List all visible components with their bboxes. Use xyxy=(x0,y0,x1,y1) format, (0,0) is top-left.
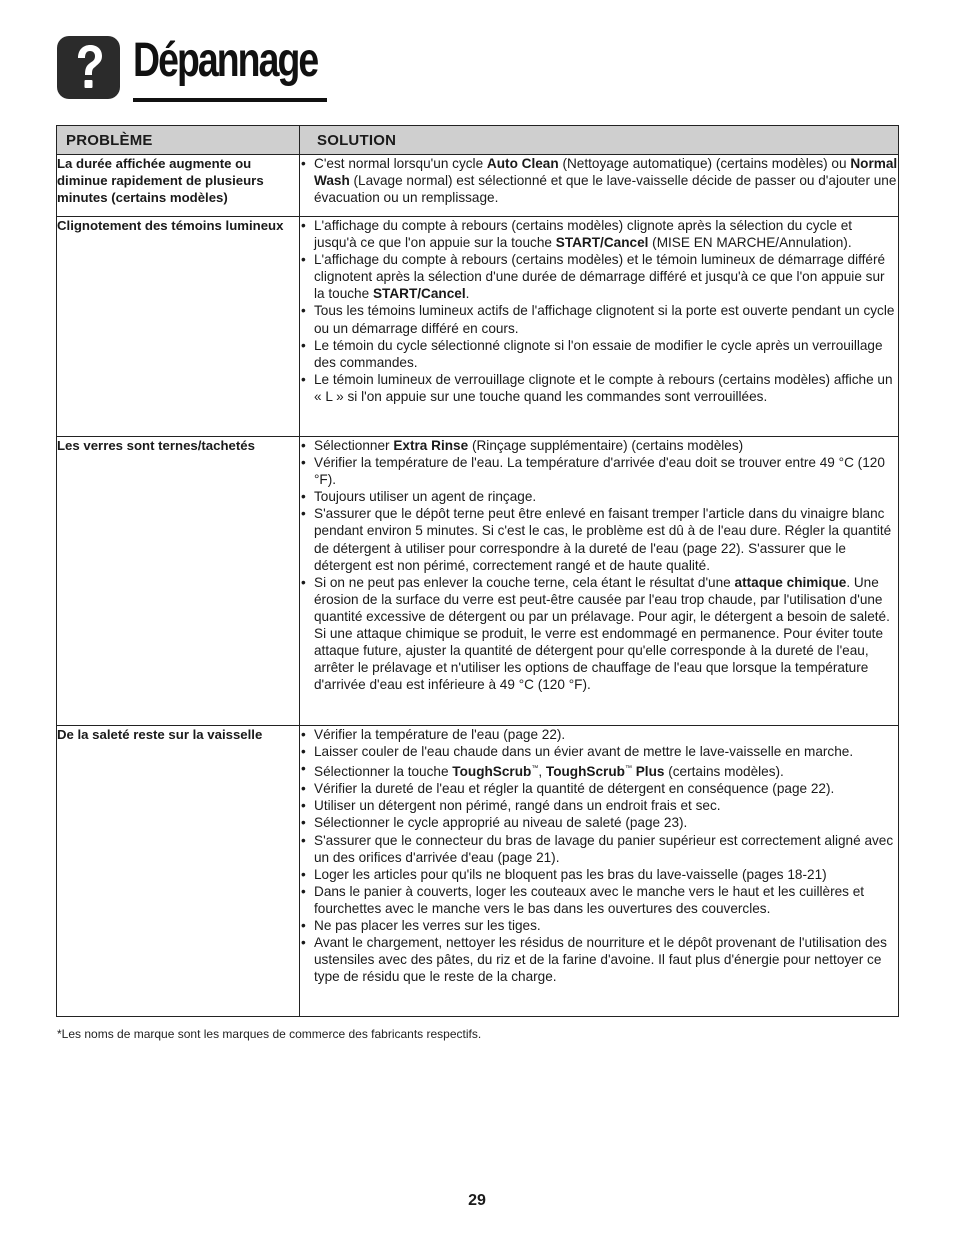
footnote: *Les noms de marque sont les marques de commerce des fabricants respectifs. xyxy=(57,1027,482,1041)
solution-item xyxy=(300,760,898,780)
solution-item xyxy=(300,780,898,797)
title-underline xyxy=(133,30,327,102)
solution-cell xyxy=(300,437,899,726)
table-row xyxy=(57,217,899,437)
question-mark-icon xyxy=(57,36,120,99)
solution-item xyxy=(300,488,898,505)
emphasis-text: Normal Wash xyxy=(314,156,898,189)
body-text: , xyxy=(538,764,546,780)
solution-item xyxy=(300,302,898,336)
body-text: C'est normal lorsqu'un cycle xyxy=(314,156,487,171)
body-text: L'affichage du compte à rebours (certains modèles) et le témoin lumineux de démarrage différé clignotent après la sélection d'une durée de démarrage différé et jusqu'à ce que l'on appuie sur la touche xyxy=(314,252,886,302)
solution-item xyxy=(300,437,898,454)
column-header-solution xyxy=(300,126,899,155)
solution-list xyxy=(300,155,898,206)
emphasis-text: START/Cancel xyxy=(372,286,466,302)
page-title: Dépannage xyxy=(133,34,318,87)
solution-item xyxy=(300,814,898,831)
solution-item xyxy=(300,155,898,206)
body-text: Dans le panier à couverts, loger les couteaux avec le manche vers le haut et les cuillères et fourchettes avec le manche vers le bas dans les ouvertures des couvercles. xyxy=(314,883,865,916)
trademark-mark: ™ xyxy=(624,765,632,773)
body-text: Tous les témoins lumineux actifs de l'affichage clignotent si la porte est ouverte pendant un cycle ou un démarrage différé en cours. xyxy=(314,303,895,336)
body-text: Loger les articles pour qu'ils ne bloquent pas les bras du lave-vaisselle (pages 18-21) xyxy=(314,866,827,882)
emphasis-text: START/Cancel xyxy=(555,235,649,251)
solution-item xyxy=(300,934,898,985)
solution-item xyxy=(300,797,898,814)
body-text: Toujours utiliser un agent de rinçage. xyxy=(314,489,537,505)
troubleshooting-table xyxy=(56,125,899,1017)
problem-cell: De la saleté reste sur la vaisselle xyxy=(57,726,300,1017)
solution-item xyxy=(300,866,898,883)
solution-item xyxy=(300,917,898,934)
solution-item xyxy=(300,883,898,917)
solution-item xyxy=(300,574,898,694)
emphasis-text: ToughScrub xyxy=(545,764,625,780)
page-number: 29 xyxy=(468,1192,486,1209)
problem-cell: La durée affichée augmente ou diminue rapidement de plusieurs minutes (certains modèles) xyxy=(57,155,300,217)
emphasis-text: Auto Clean xyxy=(486,156,559,171)
body-text: S'assurer que le connecteur du bras de lavage du panier supérieur est correctement aligné avec un des orifices d'arrivée d'eau (page 21). xyxy=(314,832,894,865)
solution-cell xyxy=(300,155,899,217)
solution-item xyxy=(300,217,898,251)
emphasis-text: attaque chimique xyxy=(734,574,847,590)
solution-item xyxy=(300,726,898,743)
solution-item xyxy=(300,505,898,573)
body-text: Avant le chargement, nettoyer les résidus de nourriture et le dépôt provenant de l'utilisation des ustensiles avec des pâtes, du riz et de la farine d'avoine. Il faut plus d'énergie pour nettoyer ce type de résidu que le reste de la charge. xyxy=(314,935,887,985)
body-text: Utiliser un détergent non périmé, rangé dans un endroit frais et sec. xyxy=(314,798,721,814)
table-header-row xyxy=(57,126,899,155)
table-row xyxy=(57,155,899,217)
solution-cell xyxy=(300,726,899,1017)
trademark-mark: ™ xyxy=(531,765,539,773)
body-text: Sélectionner le cycle approprié au niveau de saleté (page 23). xyxy=(314,815,688,831)
body-text: Vérifier la température de l'eau. La température d'arrivée d'eau doit se trouver entre 49 °C (120 °F). xyxy=(314,455,885,488)
solution-list xyxy=(300,726,898,985)
problem-cell: Clignotement des témoins lumineux xyxy=(57,217,300,437)
solution-list xyxy=(300,217,898,405)
column-header-solution-label: SOLUTION xyxy=(317,132,397,149)
solution-item xyxy=(300,371,898,405)
body-text: Si on ne peut pas enlever la couche terne, cela étant le résultat d'une xyxy=(314,574,735,590)
emphasis-text: ToughScrub xyxy=(452,764,532,780)
emphasis-text: Extra Rinse xyxy=(393,438,469,453)
body-text: (certains modèles). xyxy=(664,764,784,780)
column-header-problem xyxy=(57,126,300,155)
column-header-problem-label: PROBLÈME xyxy=(66,132,153,149)
solution-item xyxy=(300,454,898,488)
solution-item xyxy=(300,743,898,760)
body-text: Le témoin lumineux de verrouillage clignote et le compte à rebours (certains modèles) affiche un « L » si l'on appuie sur une touche quand les commandes sont verrouillées. xyxy=(314,371,893,404)
body-text: Vérifier la température de l'eau (page 22). xyxy=(314,727,566,742)
body-text: (Nettoyage automatique) (certains modèles) ou xyxy=(558,156,851,171)
solution-cell xyxy=(300,217,899,437)
body-text: (MISE EN MARCHE/Annulation). xyxy=(648,235,852,251)
table-row xyxy=(57,437,899,726)
solution-item xyxy=(300,251,898,302)
body-text: Ne pas placer les verres sur les tiges. xyxy=(314,918,541,934)
body-text: L'affichage du compte à rebours (certains modèles) clignote après la sélection du cycle et jusqu'à ce que l'on appuie sur la touche xyxy=(314,218,853,251)
table-row xyxy=(57,726,899,1017)
problem-cell: Les verres sont ternes/tachetés xyxy=(57,437,300,726)
body-text: Sélectionner la touche xyxy=(314,764,453,780)
body-text: . xyxy=(465,286,470,302)
solution-list xyxy=(300,437,898,693)
body-text: (Lavage normal) est sélectionné et que le lave-vaisselle décide de passer ou d'ajouter une évacuation ou un remplissage. xyxy=(314,173,897,206)
body-text: (Rinçage supplémentaire) (certains modèles) xyxy=(468,438,744,453)
solution-item xyxy=(300,832,898,866)
body-text: S'assurer que le dépôt terne peut être enlevé en faisant tremper l'article dans du vinaigre blanc pendant environ 5 minutes. Si c'est le cas, le problème est dû à de l'eau dure. Régler la quantité de détergent à utiliser pour correspondre à la dureté de l'eau (page 22). S'assurer que le détergent est non périmé, correctement rangé et de haute qualité. xyxy=(314,506,892,573)
body-text: . Une érosion de la surface du verre est peut-être causée par l'eau trop chaude, par l'utilisation d'une quantité excessive de détergent ou par un prélavage. Pour agir, le détergent a besoin de saleté. Si une attaque chimique se produit, le verre est endommagé en permanence. Pour éviter toute attaque future, ajuster la quantité de détergent pour qu'elle corresponde à la dureté de l'eau, arrêter le prélavage et n'utiliser les options de chauffage de l'eau que lorsque la température d'arrivée d'eau est inférieure à 49 °C (120 °F). xyxy=(314,574,890,693)
body-text: Le témoin du cycle sélectionné clignote si l'on essaie de modifier le cycle après un verrouillage des commandes. xyxy=(314,337,883,370)
emphasis-text: Plus xyxy=(635,764,665,780)
body-text: Sélectionner xyxy=(314,438,394,453)
body-text: Vérifier la dureté de l'eau et régler la quantité de détergent en conséquence (page 22). xyxy=(314,781,835,797)
solution-item xyxy=(300,337,898,371)
body-text: Laisser couler de l'eau chaude dans un évier avant de mettre le lave-vaisselle en marche. xyxy=(314,744,854,760)
